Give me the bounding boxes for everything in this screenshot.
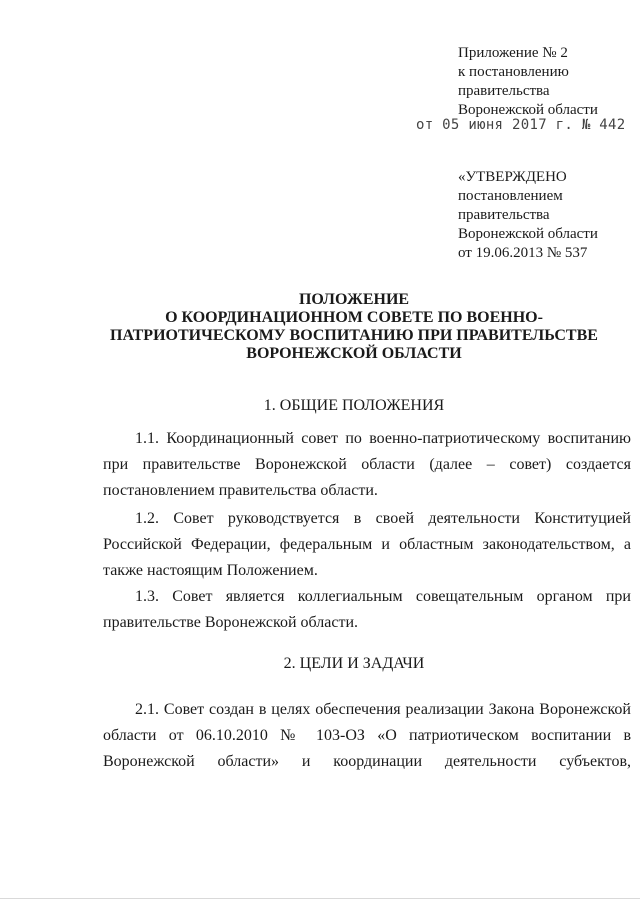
paragraph-line: Российской Федерации, федеральным и областным законодательством, а	[103, 536, 631, 553]
title-line: ПОЛОЖЕНИЕ	[298, 291, 410, 308]
approved-line: постановлением	[458, 188, 563, 204]
approved-line: от 19.06.2013 № 537	[458, 245, 588, 261]
appendix-line: Воронежской области	[458, 102, 598, 118]
paragraph-1-2	[103, 506, 631, 584]
paragraph-1-3	[103, 584, 631, 636]
paragraph-1-1	[103, 426, 631, 504]
paragraph-line: 1.3. Совет является коллегиальным совещательным органом при	[135, 588, 631, 605]
paragraph-line: правительстве Воронежской области.	[103, 614, 359, 631]
title-line: О КООРДИНАЦИОННОМ СОВЕТЕ ПО ВОЕННО-	[165, 309, 543, 326]
paragraph-line: области от 06.10.2010 № 103-ОЗ «О патриотическом воспитании в	[103, 727, 631, 744]
paragraph-line: 1.2. Совет руководствуется в своей деятельности Конституцией	[135, 510, 631, 527]
section-heading-goals: 2. ЦЕЛИ И ЗАДАЧИ	[283, 655, 425, 672]
appendix-line: правительства	[458, 83, 550, 99]
paragraph-line: также настоящим Положением.	[103, 562, 318, 579]
paragraph-2-1	[103, 697, 631, 775]
section-heading-general: 1. ОБЩИЕ ПОЛОЖЕНИЯ	[263, 397, 445, 414]
title-line: ВОРОНЕЖСКОЙ ОБЛАСТИ	[246, 345, 462, 362]
title-line: ПАТРИОТИЧЕСКОМУ ВОСПИТАНИЮ ПРИ ПРАВИТЕЛЬСТВЕ	[110, 327, 598, 344]
paragraph-line: 2.1. Совет создан в целях обеспечения реализации Закона Воронежской	[135, 701, 631, 718]
document-title	[60, 291, 640, 363]
paragraph-line: 1.1. Координационный совет по военно-патриотическому воспитанию	[135, 430, 631, 447]
date-number-stamp: от 05 июня 2017 г. № 442	[416, 117, 626, 133]
approved-line: правительства	[458, 207, 550, 223]
appendix-line: к постановлению	[458, 64, 569, 80]
appendix-line: Приложение № 2	[458, 45, 568, 61]
page-bottom-edge	[0, 898, 640, 899]
paragraph-line: при правительстве Воронежской области (далее – совет) создается	[103, 456, 631, 473]
paragraph-line: Воронежской области» и координации деятельности субъектов,	[103, 753, 631, 770]
approved-line: Воронежской области	[458, 226, 598, 242]
paragraph-line: постановлением правительства области.	[103, 482, 378, 499]
appendix-block	[458, 44, 634, 120]
approved-block	[458, 168, 634, 263]
approved-line: «УТВЕРЖДЕНО	[458, 169, 567, 185]
